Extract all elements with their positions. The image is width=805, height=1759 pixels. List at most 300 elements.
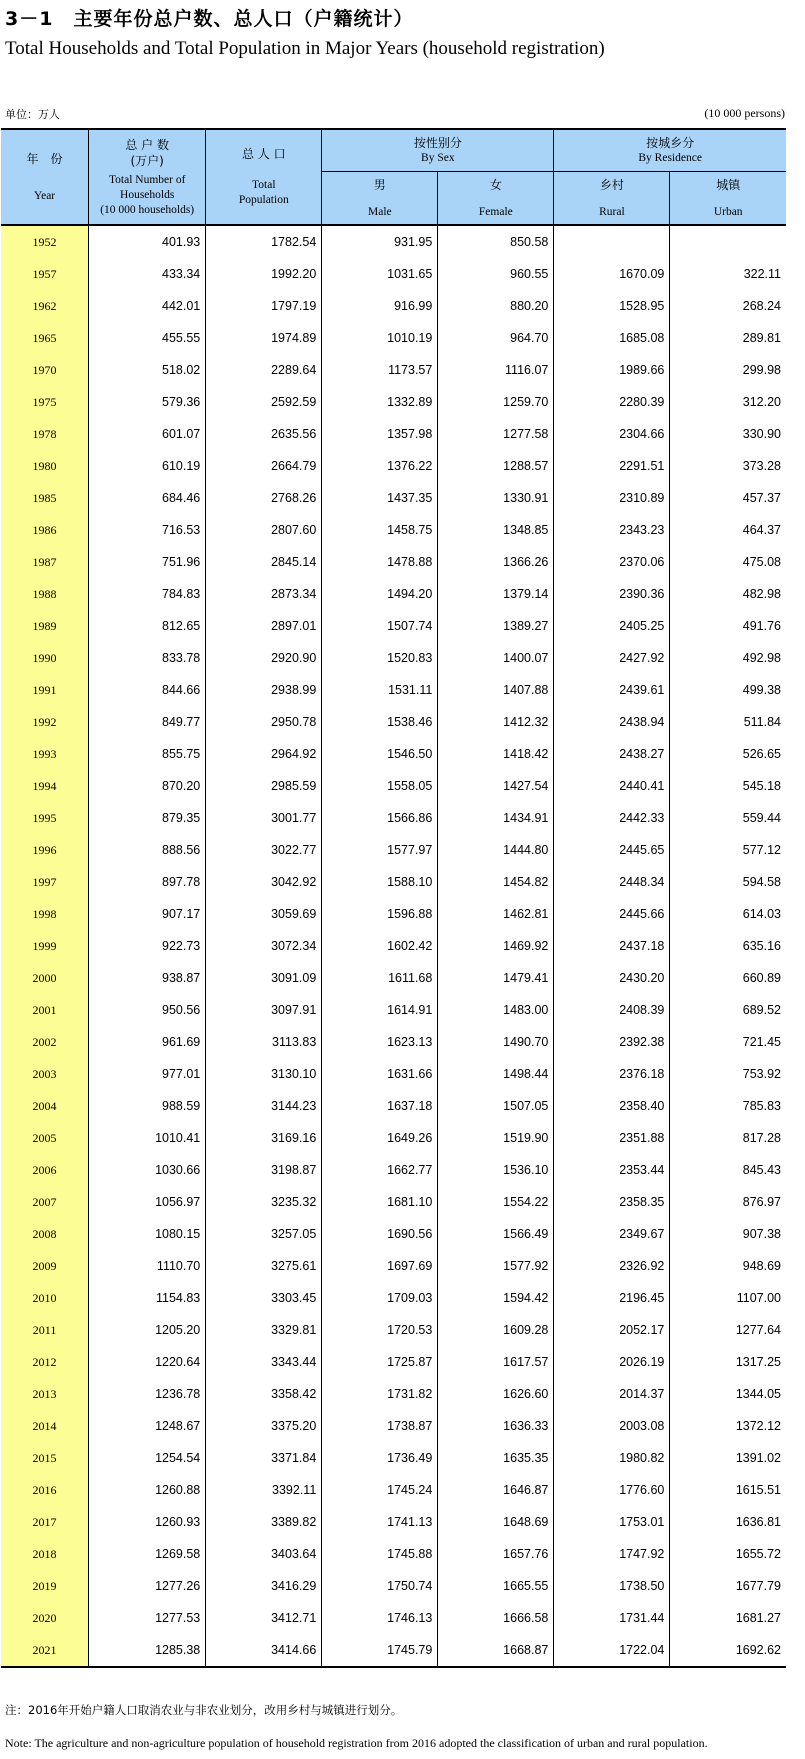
cell-male: 1458.75: [322, 514, 438, 546]
table-row: [1, 706, 786, 738]
cell-male: 1596.88: [322, 898, 438, 930]
header-population: 总 人 口 Total Population: [206, 129, 322, 225]
cell-rural: 2390.36: [554, 578, 670, 610]
cell-year: 1952: [1, 225, 89, 258]
table-row: [1, 834, 786, 866]
table-row: [1, 1314, 786, 1346]
cell-population: 3097.91: [206, 994, 322, 1026]
cell-population: 3235.32: [206, 1186, 322, 1218]
cell-female: 1554.22: [438, 1186, 554, 1218]
cell-households: 950.56: [89, 994, 206, 1026]
cell-rural: 2445.65: [554, 834, 670, 866]
cell-rural: 2392.38: [554, 1026, 670, 1058]
cell-male: 1357.98: [322, 418, 438, 450]
table-row: [1, 1474, 786, 1506]
footnote-en: Note: The agriculture and non-agriculture population of household registration from 2016 adopted the classification of urban and rural population.: [5, 1736, 708, 1750]
cell-year: 1980: [1, 450, 89, 482]
table-row: [1, 258, 786, 290]
cell-population: 3022.77: [206, 834, 322, 866]
cell-female: 880.20: [438, 290, 554, 322]
cell-population: 2950.78: [206, 706, 322, 738]
unit-label-cn: 单位：万人: [5, 108, 60, 121]
table-row: [1, 1378, 786, 1410]
cell-population: 3414.66: [206, 1634, 322, 1667]
cell-population: 3091.09: [206, 962, 322, 994]
cell-male: 1558.05: [322, 770, 438, 802]
cell-population: 3329.81: [206, 1314, 322, 1346]
table-row: [1, 1634, 786, 1667]
table-row: [1, 482, 786, 514]
cell-rural: 2376.18: [554, 1058, 670, 1090]
unit-label-en: (10 000 persons): [704, 106, 785, 120]
cell-households: 1220.64: [89, 1346, 206, 1378]
cell-year: 2003: [1, 1058, 89, 1090]
cell-households: 812.65: [89, 610, 206, 642]
cell-female: 1330.91: [438, 482, 554, 514]
cell-population: 3412.71: [206, 1602, 322, 1634]
cell-population: 3275.61: [206, 1250, 322, 1282]
cell-rural: 2351.88: [554, 1122, 670, 1154]
cell-male: 1538.46: [322, 706, 438, 738]
cell-households: 1285.38: [89, 1634, 206, 1667]
cell-population: 2938.99: [206, 674, 322, 706]
cell-female: 1566.49: [438, 1218, 554, 1250]
cell-female: 1366.26: [438, 546, 554, 578]
cell-male: 1745.79: [322, 1634, 438, 1667]
cell-male: 1332.89: [322, 386, 438, 418]
cell-urban: 322.11: [670, 258, 786, 290]
table-row: [1, 866, 786, 898]
cell-female: 1648.69: [438, 1506, 554, 1538]
cell-population: 3392.11: [206, 1474, 322, 1506]
cell-year: 2019: [1, 1570, 89, 1602]
table-row: [1, 1442, 786, 1474]
cell-year: 1962: [1, 290, 89, 322]
table-row: [1, 1346, 786, 1378]
cell-households: 1277.53: [89, 1602, 206, 1634]
cell-year: 2009: [1, 1250, 89, 1282]
cell-year: 2020: [1, 1602, 89, 1634]
cell-households: 1010.41: [89, 1122, 206, 1154]
cell-urban: 948.69: [670, 1250, 786, 1282]
cell-population: 2897.01: [206, 610, 322, 642]
cell-rural: 2014.37: [554, 1378, 670, 1410]
cell-year: 1988: [1, 578, 89, 610]
table-row: [1, 354, 786, 386]
cell-urban: 785.83: [670, 1090, 786, 1122]
cell-urban: 312.20: [670, 386, 786, 418]
page-title-en: Total Households and Total Population in Major Years (household registration): [5, 38, 605, 59]
cell-population: 3169.16: [206, 1122, 322, 1154]
cell-population: 2635.56: [206, 418, 322, 450]
cell-male: 1690.56: [322, 1218, 438, 1250]
cell-year: 1995: [1, 802, 89, 834]
cell-households: 1030.66: [89, 1154, 206, 1186]
cell-rural: 2358.35: [554, 1186, 670, 1218]
cell-male: 1681.10: [322, 1186, 438, 1218]
cell-year: 1994: [1, 770, 89, 802]
cell-population: 3113.83: [206, 1026, 322, 1058]
cell-male: 1546.50: [322, 738, 438, 770]
table-row: [1, 1026, 786, 1058]
cell-population: 2845.14: [206, 546, 322, 578]
cell-rural: 2343.23: [554, 514, 670, 546]
cell-population: 3403.64: [206, 1538, 322, 1570]
cell-year: 2001: [1, 994, 89, 1026]
cell-male: 1736.49: [322, 1442, 438, 1474]
cell-year: 2006: [1, 1154, 89, 1186]
cell-urban: 499.38: [670, 674, 786, 706]
cell-year: 1999: [1, 930, 89, 962]
cell-households: 610.19: [89, 450, 206, 482]
cell-male: 1738.87: [322, 1410, 438, 1442]
cell-urban: 475.08: [670, 546, 786, 578]
cell-urban: 1344.05: [670, 1378, 786, 1410]
cell-urban: 1391.02: [670, 1442, 786, 1474]
cell-female: 1536.10: [438, 1154, 554, 1186]
cell-households: 1154.83: [89, 1282, 206, 1314]
cell-female: 1434.91: [438, 802, 554, 834]
cell-rural: 1670.09: [554, 258, 670, 290]
cell-households: 844.66: [89, 674, 206, 706]
cell-urban: 491.76: [670, 610, 786, 642]
table-row: [1, 386, 786, 418]
cell-male: 1709.03: [322, 1282, 438, 1314]
header-rural: 乡村 Rural: [554, 172, 670, 226]
cell-urban: 1681.27: [670, 1602, 786, 1634]
cell-rural: 2439.61: [554, 674, 670, 706]
cell-urban: 559.44: [670, 802, 786, 834]
cell-rural: 2291.51: [554, 450, 670, 482]
cell-population: 3375.20: [206, 1410, 322, 1442]
cell-households: 1205.20: [89, 1314, 206, 1346]
cell-year: 1996: [1, 834, 89, 866]
cell-urban: 299.98: [670, 354, 786, 386]
cell-female: 1259.70: [438, 386, 554, 418]
cell-population: 3358.42: [206, 1378, 322, 1410]
table-row: [1, 578, 786, 610]
cell-population: 3001.77: [206, 802, 322, 834]
cell-female: 1668.87: [438, 1634, 554, 1667]
cell-population: 3389.82: [206, 1506, 322, 1538]
cell-year: 2021: [1, 1634, 89, 1667]
cell-population: 2964.92: [206, 738, 322, 770]
cell-rural: 1685.08: [554, 322, 670, 354]
cell-male: 1623.13: [322, 1026, 438, 1058]
cell-urban: 526.65: [670, 738, 786, 770]
cell-households: 1110.70: [89, 1250, 206, 1282]
cell-year: 2010: [1, 1282, 89, 1314]
cell-urban: 660.89: [670, 962, 786, 994]
cell-population: 2592.59: [206, 386, 322, 418]
cell-male: 1631.66: [322, 1058, 438, 1090]
cell-population: 2664.79: [206, 450, 322, 482]
cell-year: 2013: [1, 1378, 89, 1410]
cell-urban: [670, 225, 786, 258]
cell-urban: 545.18: [670, 770, 786, 802]
cell-urban: 1107.00: [670, 1282, 786, 1314]
cell-households: 922.73: [89, 930, 206, 962]
cell-rural: 1747.92: [554, 1538, 670, 1570]
table-row: [1, 898, 786, 930]
cell-households: 433.34: [89, 258, 206, 290]
cell-households: 961.69: [89, 1026, 206, 1058]
cell-households: 784.83: [89, 578, 206, 610]
table-row: [1, 450, 786, 482]
cell-population: 3072.34: [206, 930, 322, 962]
cell-households: 716.53: [89, 514, 206, 546]
cell-households: 1254.54: [89, 1442, 206, 1474]
cell-female: 1646.87: [438, 1474, 554, 1506]
cell-female: 1389.27: [438, 610, 554, 642]
cell-rural: 2349.67: [554, 1218, 670, 1250]
cell-year: 1975: [1, 386, 89, 418]
cell-rural: 2405.25: [554, 610, 670, 642]
cell-urban: 1655.72: [670, 1538, 786, 1570]
cell-urban: 457.37: [670, 482, 786, 514]
cell-male: 1731.82: [322, 1378, 438, 1410]
cell-rural: 1989.66: [554, 354, 670, 386]
cell-rural: 2408.39: [554, 994, 670, 1026]
cell-rural: 2445.66: [554, 898, 670, 930]
cell-year: 1978: [1, 418, 89, 450]
cell-rural: 1776.60: [554, 1474, 670, 1506]
cell-urban: 635.16: [670, 930, 786, 962]
cell-male: 1566.86: [322, 802, 438, 834]
cell-female: 1288.57: [438, 450, 554, 482]
table-row: [1, 418, 786, 450]
cell-male: 1520.83: [322, 642, 438, 674]
cell-female: 1454.82: [438, 866, 554, 898]
cell-households: 1236.78: [89, 1378, 206, 1410]
cell-population: 3059.69: [206, 898, 322, 930]
cell-households: 988.59: [89, 1090, 206, 1122]
cell-households: 938.87: [89, 962, 206, 994]
cell-urban: 817.28: [670, 1122, 786, 1154]
header-year: 年 份 Year: [1, 129, 89, 225]
table-row: [1, 546, 786, 578]
cell-rural: 2280.39: [554, 386, 670, 418]
cell-rural: 2358.40: [554, 1090, 670, 1122]
cell-female: 1400.07: [438, 642, 554, 674]
cell-male: 1614.91: [322, 994, 438, 1026]
cell-rural: 2438.94: [554, 706, 670, 738]
cell-female: 1490.70: [438, 1026, 554, 1058]
cell-households: 907.17: [89, 898, 206, 930]
page-title-cn: 3－1 主要年份总户数、总人口（户籍统计）: [5, 8, 414, 30]
cell-rural: 2353.44: [554, 1154, 670, 1186]
cell-female: 1469.92: [438, 930, 554, 962]
cell-households: 1056.97: [89, 1186, 206, 1218]
cell-year: 1992: [1, 706, 89, 738]
cell-population: 2289.64: [206, 354, 322, 386]
cell-year: 1997: [1, 866, 89, 898]
table-row: [1, 1122, 786, 1154]
cell-male: 1507.74: [322, 610, 438, 642]
cell-female: 1666.58: [438, 1602, 554, 1634]
cell-population: 2873.34: [206, 578, 322, 610]
cell-households: 1277.26: [89, 1570, 206, 1602]
cell-rural: 2310.89: [554, 482, 670, 514]
cell-households: 849.77: [89, 706, 206, 738]
cell-year: 1998: [1, 898, 89, 930]
cell-female: 960.55: [438, 258, 554, 290]
cell-male: 916.99: [322, 290, 438, 322]
cell-year: 1990: [1, 642, 89, 674]
cell-male: 1588.10: [322, 866, 438, 898]
cell-female: 1617.57: [438, 1346, 554, 1378]
cell-male: 1010.19: [322, 322, 438, 354]
cell-female: 1665.55: [438, 1570, 554, 1602]
cell-households: 870.20: [89, 770, 206, 802]
cell-male: 1437.35: [322, 482, 438, 514]
cell-urban: 1277.64: [670, 1314, 786, 1346]
cell-population: 3042.92: [206, 866, 322, 898]
cell-population: 3343.44: [206, 1346, 322, 1378]
cell-rural: 2440.41: [554, 770, 670, 802]
table-row: [1, 1602, 786, 1634]
header-by-sex: 按性别分 By Sex: [322, 129, 554, 172]
cell-female: 1507.05: [438, 1090, 554, 1122]
cell-urban: 464.37: [670, 514, 786, 546]
cell-year: 2017: [1, 1506, 89, 1538]
cell-urban: 1317.25: [670, 1346, 786, 1378]
cell-rural: 2026.19: [554, 1346, 670, 1378]
cell-households: 1260.88: [89, 1474, 206, 1506]
cell-households: 684.46: [89, 482, 206, 514]
cell-female: 964.70: [438, 322, 554, 354]
table-row: [1, 514, 786, 546]
cell-urban: 689.52: [670, 994, 786, 1026]
cell-year: 1986: [1, 514, 89, 546]
cell-households: 579.36: [89, 386, 206, 418]
table-row: [1, 1058, 786, 1090]
cell-rural: 2304.66: [554, 418, 670, 450]
cell-female: 1412.32: [438, 706, 554, 738]
header-urban: 城镇 Urban: [670, 172, 786, 226]
cell-urban: 907.38: [670, 1218, 786, 1250]
cell-rural: 1722.04: [554, 1634, 670, 1667]
cell-male: 1746.13: [322, 1602, 438, 1634]
cell-male: 1741.13: [322, 1506, 438, 1538]
cell-male: 1031.65: [322, 258, 438, 290]
cell-rural: 1753.01: [554, 1506, 670, 1538]
cell-male: 1173.57: [322, 354, 438, 386]
cell-rural: 1528.95: [554, 290, 670, 322]
cell-households: 442.01: [89, 290, 206, 322]
cell-urban: 614.03: [670, 898, 786, 930]
cell-urban: 577.12: [670, 834, 786, 866]
cell-households: 1248.67: [89, 1410, 206, 1442]
header-households: 总 户 数 (万户) Total Number of Households (10 000 households): [89, 129, 206, 225]
cell-urban: 1615.51: [670, 1474, 786, 1506]
cell-households: 601.07: [89, 418, 206, 450]
table-row: [1, 642, 786, 674]
cell-population: 3198.87: [206, 1154, 322, 1186]
cell-urban: 1372.12: [670, 1410, 786, 1442]
cell-female: 1407.88: [438, 674, 554, 706]
cell-households: 855.75: [89, 738, 206, 770]
cell-rural: 2442.33: [554, 802, 670, 834]
cell-rural: 1731.44: [554, 1602, 670, 1634]
cell-rural: 2003.08: [554, 1410, 670, 1442]
cell-female: 1479.41: [438, 962, 554, 994]
cell-male: 1745.24: [322, 1474, 438, 1506]
header-by-residence: 按城乡分 By Residence: [554, 129, 786, 172]
cell-year: 2005: [1, 1122, 89, 1154]
cell-rural: [554, 225, 670, 258]
cell-urban: 268.24: [670, 290, 786, 322]
table-row: [1, 962, 786, 994]
cell-female: 1379.14: [438, 578, 554, 610]
cell-year: 2004: [1, 1090, 89, 1122]
cell-female: 1636.33: [438, 1410, 554, 1442]
table-row: [1, 322, 786, 354]
cell-households: 1269.58: [89, 1538, 206, 1570]
header-male: 男 Male: [322, 172, 438, 226]
cell-year: 1970: [1, 354, 89, 386]
cell-households: 401.93: [89, 225, 206, 258]
cell-year: 2012: [1, 1346, 89, 1378]
table-row: [1, 1090, 786, 1122]
cell-rural: 2437.18: [554, 930, 670, 962]
cell-households: 897.78: [89, 866, 206, 898]
cell-female: 850.58: [438, 225, 554, 258]
table-body: [1, 225, 786, 1667]
cell-population: 3416.29: [206, 1570, 322, 1602]
cell-year: 1965: [1, 322, 89, 354]
table-row: [1, 1250, 786, 1282]
cell-households: 751.96: [89, 546, 206, 578]
cell-year: 2000: [1, 962, 89, 994]
cell-male: 1602.42: [322, 930, 438, 962]
cell-population: 3303.45: [206, 1282, 322, 1314]
table-row: [1, 1186, 786, 1218]
cell-rural: 2052.17: [554, 1314, 670, 1346]
cell-population: 1797.19: [206, 290, 322, 322]
cell-male: 1531.11: [322, 674, 438, 706]
cell-households: 888.56: [89, 834, 206, 866]
cell-male: 1637.18: [322, 1090, 438, 1122]
cell-year: 1993: [1, 738, 89, 770]
cell-female: 1498.44: [438, 1058, 554, 1090]
cell-rural: 1980.82: [554, 1442, 670, 1474]
table-row: [1, 1570, 786, 1602]
table-row: [1, 1282, 786, 1314]
table-row: [1, 674, 786, 706]
cell-rural: 2370.06: [554, 546, 670, 578]
cell-population: 2920.90: [206, 642, 322, 674]
cell-male: 1745.88: [322, 1538, 438, 1570]
table-row: [1, 1154, 786, 1186]
cell-rural: 2196.45: [554, 1282, 670, 1314]
table-row: [1, 1538, 786, 1570]
cell-year: 2007: [1, 1186, 89, 1218]
footnote-cn: 注：2016年开始户籍人口取消农业与非农业划分，改用乡村与城镇进行划分。: [5, 1703, 403, 1717]
table-row: [1, 994, 786, 1026]
cell-year: 1985: [1, 482, 89, 514]
cell-rural: 2430.20: [554, 962, 670, 994]
cell-year: 1989: [1, 610, 89, 642]
table-row: [1, 770, 786, 802]
cell-urban: 492.98: [670, 642, 786, 674]
cell-population: 3144.23: [206, 1090, 322, 1122]
cell-rural: 1738.50: [554, 1570, 670, 1602]
cell-urban: 511.84: [670, 706, 786, 738]
cell-population: 2768.26: [206, 482, 322, 514]
cell-female: 1594.42: [438, 1282, 554, 1314]
cell-male: 1649.26: [322, 1122, 438, 1154]
